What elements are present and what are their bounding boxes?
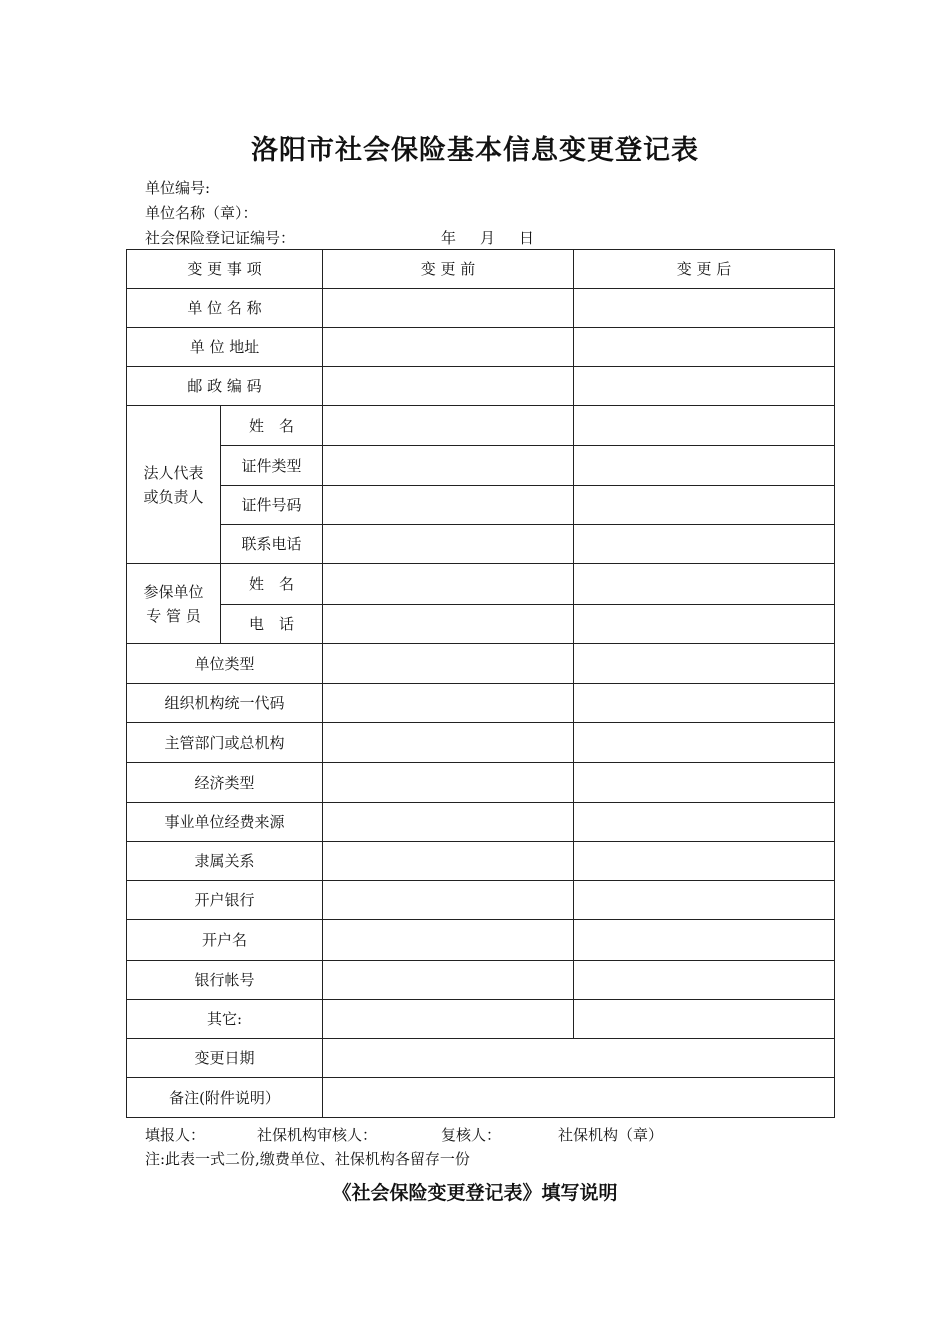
row-label-manager-phone: 电 话 (221, 605, 323, 644)
unit-name-after-field[interactable] (574, 289, 835, 328)
auditor-label: 社保机构审核人： (257, 1126, 378, 1144)
date-year-label: 年 (441, 229, 457, 247)
manager-name-after-field[interactable] (574, 564, 835, 605)
unit-type-before-field[interactable] (323, 644, 574, 684)
row-label-supervisor: 主管部门或总机构 (127, 723, 323, 763)
page-title: 洛阳市社会保险基本信息变更登记表 (251, 135, 699, 166)
date-line (441, 227, 534, 248)
agency-seal-label: 社保机构（章） (558, 1126, 664, 1144)
row-label-fund-source: 事业单位经费来源 (127, 803, 323, 842)
fund-source-after-field[interactable] (574, 803, 835, 842)
date-month-label: 月 (480, 229, 496, 247)
row-label-manager-name: 姓 名 (221, 564, 323, 605)
org-code-after-field[interactable] (574, 684, 835, 723)
manager-name-before-field[interactable] (323, 564, 574, 605)
row-label-legal-id-number: 证件号码 (221, 486, 323, 525)
unit-number-label: 单位编号: (145, 179, 211, 197)
manager-phone-before-field[interactable] (323, 605, 574, 644)
legal-phone-before-field[interactable] (323, 525, 574, 564)
row-label-unit-name: 单 位 名 称 (127, 289, 323, 328)
row-label-legal-name: 姓 名 (221, 406, 323, 446)
row-label-legal-phone: 联系电话 (221, 525, 323, 564)
unit-name-label: 单位名称（章）： (145, 204, 258, 222)
change-date-field[interactable] (323, 1039, 835, 1078)
row-label-bank: 开户银行 (127, 881, 323, 920)
bank-before-field[interactable] (323, 881, 574, 920)
row-label-org-code: 组织机构统一代码 (127, 684, 323, 723)
affiliation-before-field[interactable] (323, 842, 574, 881)
legal-id-type-before-field[interactable] (323, 446, 574, 486)
header-change-item: 变 更 事 项 (127, 250, 323, 289)
postcode-after-field[interactable] (574, 367, 835, 406)
legal-id-number-before-field[interactable] (323, 486, 574, 525)
row-label-postcode: 邮 政 编 码 (127, 367, 323, 406)
row-label-affiliation: 隶属关系 (127, 842, 323, 881)
legal-name-before-field[interactable] (323, 406, 574, 446)
legal-id-type-after-field[interactable] (574, 446, 835, 486)
header-after-change: 变 更 后 (574, 250, 835, 289)
filler-label: 填报人： (145, 1126, 206, 1144)
account-number-after-field[interactable] (574, 961, 835, 1000)
registration-number-label: 社会保险登记证编号： (145, 229, 296, 247)
reviewer-label: 复核人： (441, 1126, 502, 1144)
row-label-other: 其它: (127, 1000, 323, 1039)
row-label-account-name: 开户名 (127, 920, 323, 961)
signature-line (145, 1124, 663, 1145)
remarks-field[interactable] (323, 1078, 835, 1118)
legal-name-after-field[interactable] (574, 406, 835, 446)
affiliation-after-field[interactable] (574, 842, 835, 881)
row-label-unit-address: 单 位 地址 (127, 328, 323, 367)
date-day-label: 日 (519, 229, 535, 247)
fund-source-before-field[interactable] (323, 803, 574, 842)
account-name-after-field[interactable] (574, 920, 835, 961)
unit-address-after-field[interactable] (574, 328, 835, 367)
group-label-legal-representative: 法人代表或负责人 (127, 406, 221, 564)
economic-type-after-field[interactable] (574, 763, 835, 803)
supervisor-before-field[interactable] (323, 723, 574, 763)
postcode-before-field[interactable] (323, 367, 574, 406)
other-before-field[interactable] (323, 1000, 574, 1039)
account-number-before-field[interactable] (323, 961, 574, 1000)
unit-name-before-field[interactable] (323, 289, 574, 328)
bank-after-field[interactable] (574, 881, 835, 920)
economic-type-before-field[interactable] (323, 763, 574, 803)
row-label-economic-type: 经济类型 (127, 763, 323, 803)
unit-type-after-field[interactable] (574, 644, 835, 684)
group-label-insurance-manager: 参保单位专 管 员 (127, 564, 221, 644)
row-label-unit-type: 单位类型 (127, 644, 323, 684)
header-before-change: 变 更 前 (323, 250, 574, 289)
row-label-remarks: 备注(附件说明） (127, 1078, 323, 1118)
row-label-change-date: 变更日期 (127, 1039, 323, 1078)
instructions-title: 《社会保险变更登记表》填写说明 (332, 1182, 618, 1204)
supervisor-after-field[interactable] (574, 723, 835, 763)
account-name-before-field[interactable] (323, 920, 574, 961)
manager-phone-after-field[interactable] (574, 605, 835, 644)
copies-note: 注:此表一式二份,缴费单位、社保机构各留存一份 (145, 1150, 470, 1168)
row-label-legal-id-type: 证件类型 (221, 446, 323, 486)
legal-phone-after-field[interactable] (574, 525, 835, 564)
unit-address-before-field[interactable] (323, 328, 574, 367)
change-registration-table (126, 249, 835, 1118)
legal-id-number-after-field[interactable] (574, 486, 835, 525)
row-label-account-number: 银行帐号 (127, 961, 323, 1000)
other-after-field[interactable] (574, 1000, 835, 1039)
org-code-before-field[interactable] (323, 684, 574, 723)
